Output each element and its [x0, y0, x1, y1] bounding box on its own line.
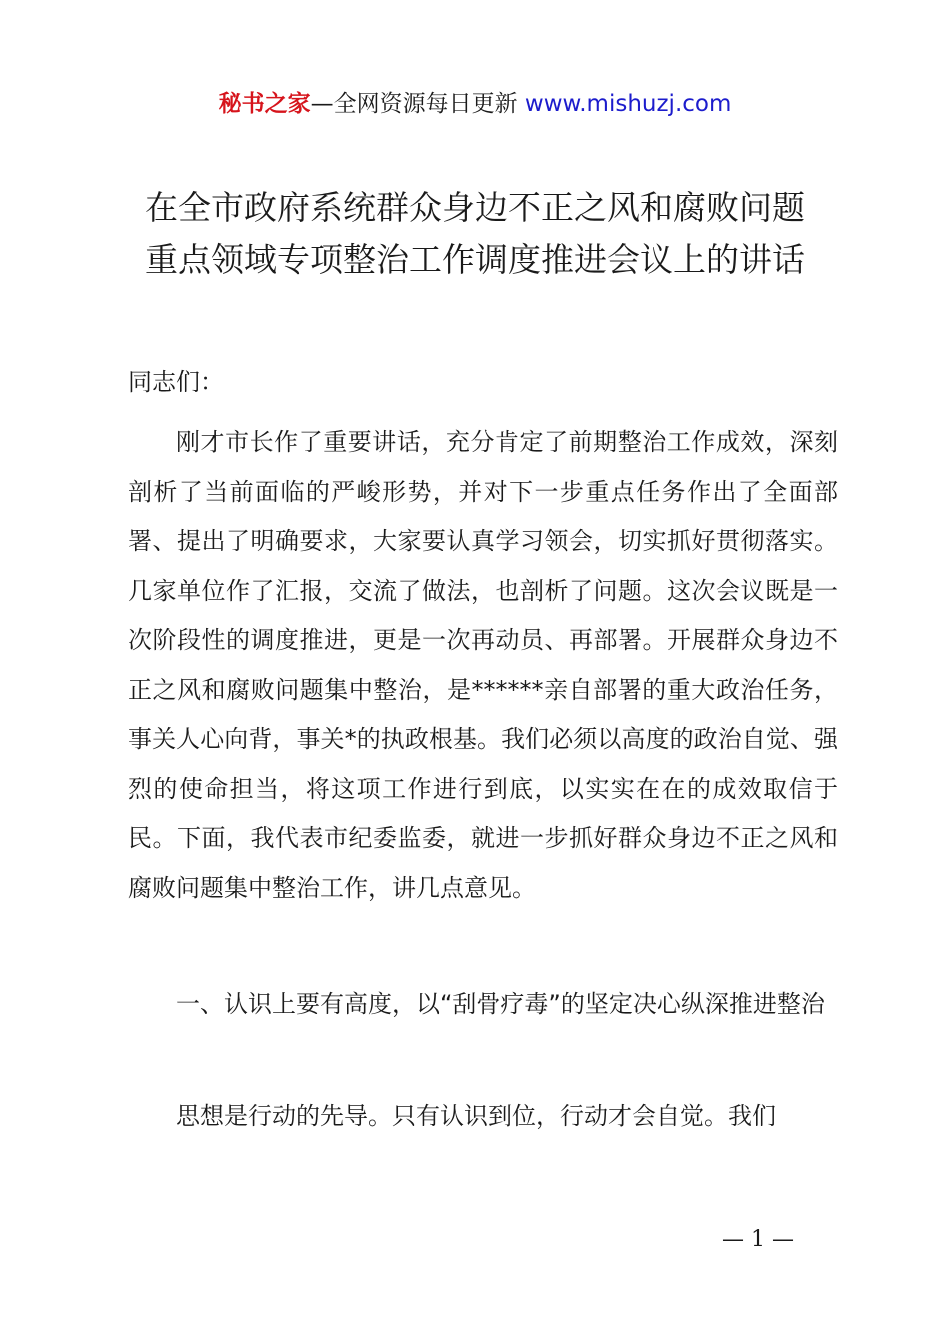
title-line-2: 重点领域专项整治工作调度推进会议上的讲话	[145, 240, 805, 279]
paragraph-intro: 刚才市长作了重要讲话，充分肯定了前期整治工作成效，深刻剖析了当前面临的严峻形势，并对下一步重点任务作出了全面部署、提出了明确要求，大家要认真学习领会，切实抓好贯彻落实。几家单位作了汇报，交流了做法，也剖析了问题。这次会议既是一次阶段性的调度推进，更是一次再动员、再部署。开展群众身边不正之风和腐败问题集中整治，是******亲自部署的重大政治任务，事关人心向背，事关*的执政根基。我们必须以高度的政治自觉、强烈的使命担当，将这项工作进行到底，以实实在在的成效取信于民。下面，我代表市纪委监委，就进一步抓好群众身边不正之风和腐败问题集中整治工作，讲几点意见。	[128, 428, 838, 902]
brand-name: 秘书之家	[218, 91, 311, 117]
site-url-link[interactable]: www.mishuzj.com	[524, 91, 732, 117]
header-slogan: —全网资源每日更新	[310, 91, 518, 117]
page-number: — 1 —	[722, 1227, 794, 1252]
salutation: 同志们：	[128, 368, 224, 396]
document-title	[100, 182, 850, 286]
site-header	[0, 86, 950, 122]
paragraph-section-1: 思想是行动的先导。只有认识到位，行动才会自觉。我们	[176, 1102, 776, 1130]
section-heading-1: 一、认识上要有高度，以“刮骨疗毒”的坚定决心纵深推进整治	[176, 990, 825, 1018]
title-line-1: 在全市政府系统群众身边不正之风和腐败问题	[145, 188, 805, 227]
